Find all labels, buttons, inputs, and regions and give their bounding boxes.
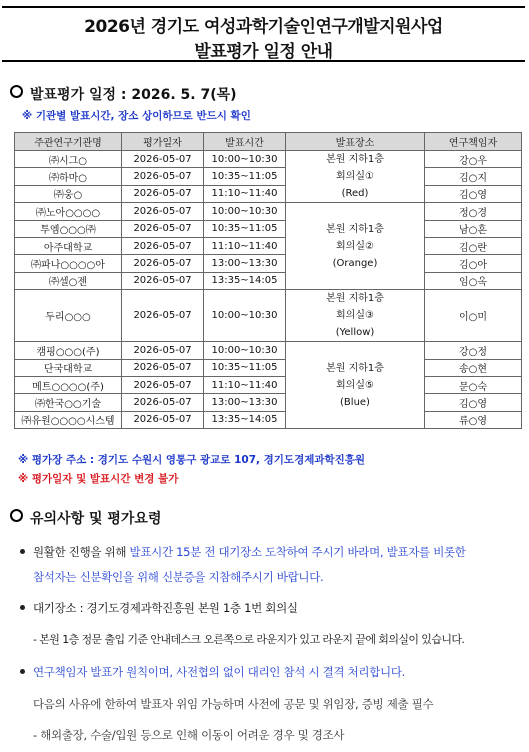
room-name: 회의실② bbox=[336, 240, 374, 252]
title-line-1: 2026년 경기도 여성과학기술인연구개발지원사업 bbox=[84, 17, 443, 37]
guide-heading-text: 유의사항 및 평가요령 bbox=[30, 511, 162, 527]
circle-bullet-icon bbox=[10, 85, 23, 98]
cell-room bbox=[286, 151, 425, 203]
cell-org: 메트○○○○(주) bbox=[15, 376, 122, 393]
table-row bbox=[15, 411, 522, 428]
room-color: (Orange) bbox=[332, 257, 378, 269]
table-row bbox=[15, 255, 522, 272]
guide-item-3-text: 다음의 사유에 한하여 발표자 위임 가능하며 사전에 공문 및 위임장, 증빙 제출 필수 bbox=[33, 697, 434, 711]
cell-time: 10:35~11:05 bbox=[204, 359, 286, 376]
guide-item-3-blue: 연구책임자 발표가 원칙이며, 사전협의 없이 대리인 참석 시 결격 처리합니다. bbox=[33, 665, 405, 679]
cell-time: 13:35~14:05 bbox=[204, 411, 286, 428]
col-org: 주관연구기관명 bbox=[15, 133, 122, 151]
guide-heading bbox=[10, 508, 161, 528]
room-name: 회의실⑤ bbox=[336, 379, 374, 391]
cell-org: 아주대학교 bbox=[15, 237, 122, 254]
cell-pi: 정○경 bbox=[425, 203, 522, 220]
table-row bbox=[15, 359, 522, 376]
schedule-note-text: ※ 기관별 발표시간, 장소 상이하므로 반드시 확인 bbox=[22, 110, 251, 122]
cell-time: 10:00~10:30 bbox=[204, 342, 286, 359]
room-name: 회의실③ bbox=[336, 310, 374, 322]
cell-pi: 강○우 bbox=[425, 151, 522, 168]
title-box bbox=[2, 6, 525, 62]
room-color: (Red) bbox=[341, 188, 369, 200]
cell-date: 2026-05-07 bbox=[122, 272, 204, 289]
guide-item-2-text: 대기장소 : 경기도경제과학진흥원 본원 1층 1번 회의실 bbox=[33, 601, 298, 615]
cell-date: 2026-05-07 bbox=[122, 168, 204, 185]
cell-org: ㈜파나○○○○아 bbox=[15, 255, 122, 272]
col-date: 평가일자 bbox=[122, 133, 204, 151]
cell-time: 10:00~10:30 bbox=[204, 290, 286, 342]
cell-time: 10:35~11:05 bbox=[204, 220, 286, 237]
cell-org: ㈜웅○ bbox=[15, 185, 122, 202]
room-floor: 본원 지하1층 bbox=[326, 154, 384, 166]
guide-item-1-line-1 bbox=[20, 544, 466, 560]
col-room: 발표장소 bbox=[286, 133, 425, 151]
cell-date: 2026-05-07 bbox=[122, 220, 204, 237]
col-pi: 연구책임자 bbox=[425, 133, 522, 151]
cell-pi: 김○지 bbox=[425, 168, 522, 185]
bullet-dot-icon bbox=[20, 605, 25, 610]
schedule-note bbox=[22, 108, 251, 123]
table-row bbox=[15, 203, 522, 220]
cell-pi: 임○옥 bbox=[425, 272, 522, 289]
cell-time: 10:00~10:30 bbox=[204, 203, 286, 220]
cell-pi: 강○정 bbox=[425, 342, 522, 359]
change-note: ※ 평가일자 및 발표시간 변경 불가 bbox=[18, 473, 179, 485]
venue-note bbox=[18, 452, 365, 467]
cell-org: 두리○○○ bbox=[15, 290, 122, 342]
cell-pi: 문○숙 bbox=[425, 376, 522, 393]
cell-time: 11:10~11:40 bbox=[204, 376, 286, 393]
cell-time: 13:35~14:05 bbox=[204, 272, 286, 289]
guide-item-2-sub: - 본원 1층 정문 출입 기준 안내데스크 오른쪽으로 라운지가 있고 라운지 끝에 회의실이 있습니다. bbox=[33, 633, 465, 646]
cell-date: 2026-05-07 bbox=[122, 237, 204, 254]
cell-pi: 남○흔 bbox=[425, 220, 522, 237]
cell-room bbox=[286, 290, 425, 342]
cell-org: 캠핑○○○(주) bbox=[15, 342, 122, 359]
cell-time: 13:00~13:30 bbox=[204, 255, 286, 272]
col-time: 발표시간 bbox=[204, 133, 286, 151]
cell-time: 11:10~11:40 bbox=[204, 185, 286, 202]
cell-date: 2026-05-07 bbox=[122, 203, 204, 220]
table-header-row bbox=[15, 133, 522, 151]
cell-org: ㈜유원○○○○시스템 bbox=[15, 411, 122, 428]
circle-bullet-icon bbox=[10, 509, 23, 522]
cell-date: 2026-05-07 bbox=[122, 342, 204, 359]
cell-time: 11:10~11:40 bbox=[204, 237, 286, 254]
cell-org: ㈜한국○○기술 bbox=[15, 394, 122, 411]
guide-item-1-blue: 발표시간 15분 전 대기장소 도착하여 주시기 바라며, 발표자를 비롯한 bbox=[129, 545, 466, 559]
table-row bbox=[15, 237, 522, 254]
cell-date: 2026-05-07 bbox=[122, 255, 204, 272]
bullet-dot-icon bbox=[20, 549, 25, 554]
bullet-dot-icon bbox=[20, 669, 25, 674]
room-color: (Yellow) bbox=[335, 327, 375, 339]
cell-org: ㈜노아○○○○ bbox=[15, 203, 122, 220]
cell-pi: 송○현 bbox=[425, 359, 522, 376]
cell-pi: 김○영 bbox=[425, 394, 522, 411]
cell-date: 2026-05-07 bbox=[122, 290, 204, 342]
table-row bbox=[15, 220, 522, 237]
cell-date: 2026-05-07 bbox=[122, 376, 204, 393]
cell-time: 10:35~11:05 bbox=[204, 168, 286, 185]
guide-item-1-line-2: 참석자는 신분확인을 위해 신분증을 지참해주시기 바랍니다. bbox=[33, 570, 324, 584]
venue-note-text: ※ 평가장 주소 : 경기도 수원시 영통구 광교로 107, 경기도경제과학진흥원 bbox=[18, 454, 366, 466]
cell-date: 2026-05-07 bbox=[122, 185, 204, 202]
cell-time: 13:00~13:30 bbox=[204, 394, 286, 411]
cell-date: 2026-05-07 bbox=[122, 411, 204, 428]
cell-pi: 김○아 bbox=[425, 255, 522, 272]
guide-item-3-sub: - 해외출장, 수술/입원 등으로 인해 이동이 어려운 경우 및 경조사 bbox=[33, 728, 345, 742]
cell-room bbox=[286, 203, 425, 290]
schedule-heading bbox=[10, 84, 237, 104]
title-line-2: 발표평가 일정 안내 bbox=[194, 42, 333, 62]
guide-item-2 bbox=[20, 600, 298, 616]
cell-pi: 김○영 bbox=[425, 185, 522, 202]
guide-item-3 bbox=[20, 664, 405, 680]
room-name: 회의실① bbox=[336, 171, 374, 183]
table-row bbox=[15, 342, 522, 359]
schedule-table bbox=[14, 132, 522, 429]
cell-room bbox=[286, 342, 425, 429]
cell-pi: 김○란 bbox=[425, 237, 522, 254]
guide-item-1-plain: 원활한 진행을 위해 bbox=[33, 545, 130, 559]
cell-org: ㈜시그○ bbox=[15, 151, 122, 168]
cell-org: 단국대학교 bbox=[15, 359, 122, 376]
cell-org: ㈜셀○젠 bbox=[15, 272, 122, 289]
cell-pi: 류○영 bbox=[425, 411, 522, 428]
room-color: (Blue) bbox=[340, 396, 370, 408]
cell-date: 2026-05-07 bbox=[122, 151, 204, 168]
cell-pi: 이○미 bbox=[425, 290, 522, 342]
table-row bbox=[15, 376, 522, 393]
table-row bbox=[15, 151, 522, 168]
table-row bbox=[15, 185, 522, 202]
table-row bbox=[15, 394, 522, 411]
table-row bbox=[15, 272, 522, 289]
cell-time: 10:00~10:30 bbox=[204, 151, 286, 168]
cell-org: ㈜하마○ bbox=[15, 168, 122, 185]
table-row bbox=[15, 168, 522, 185]
room-floor: 본원 지하1층 bbox=[326, 362, 384, 374]
table-row bbox=[15, 290, 522, 342]
cell-date: 2026-05-07 bbox=[122, 359, 204, 376]
cell-date: 2026-05-07 bbox=[122, 394, 204, 411]
room-floor: 본원 지하1층 bbox=[326, 293, 384, 305]
room-floor: 본원 지하1층 bbox=[326, 223, 384, 235]
cell-org: 투엠○○○㈜ bbox=[15, 220, 122, 237]
schedule-heading-text: 발표평가 일정 : 2026. 5. 7(목) bbox=[30, 87, 237, 103]
